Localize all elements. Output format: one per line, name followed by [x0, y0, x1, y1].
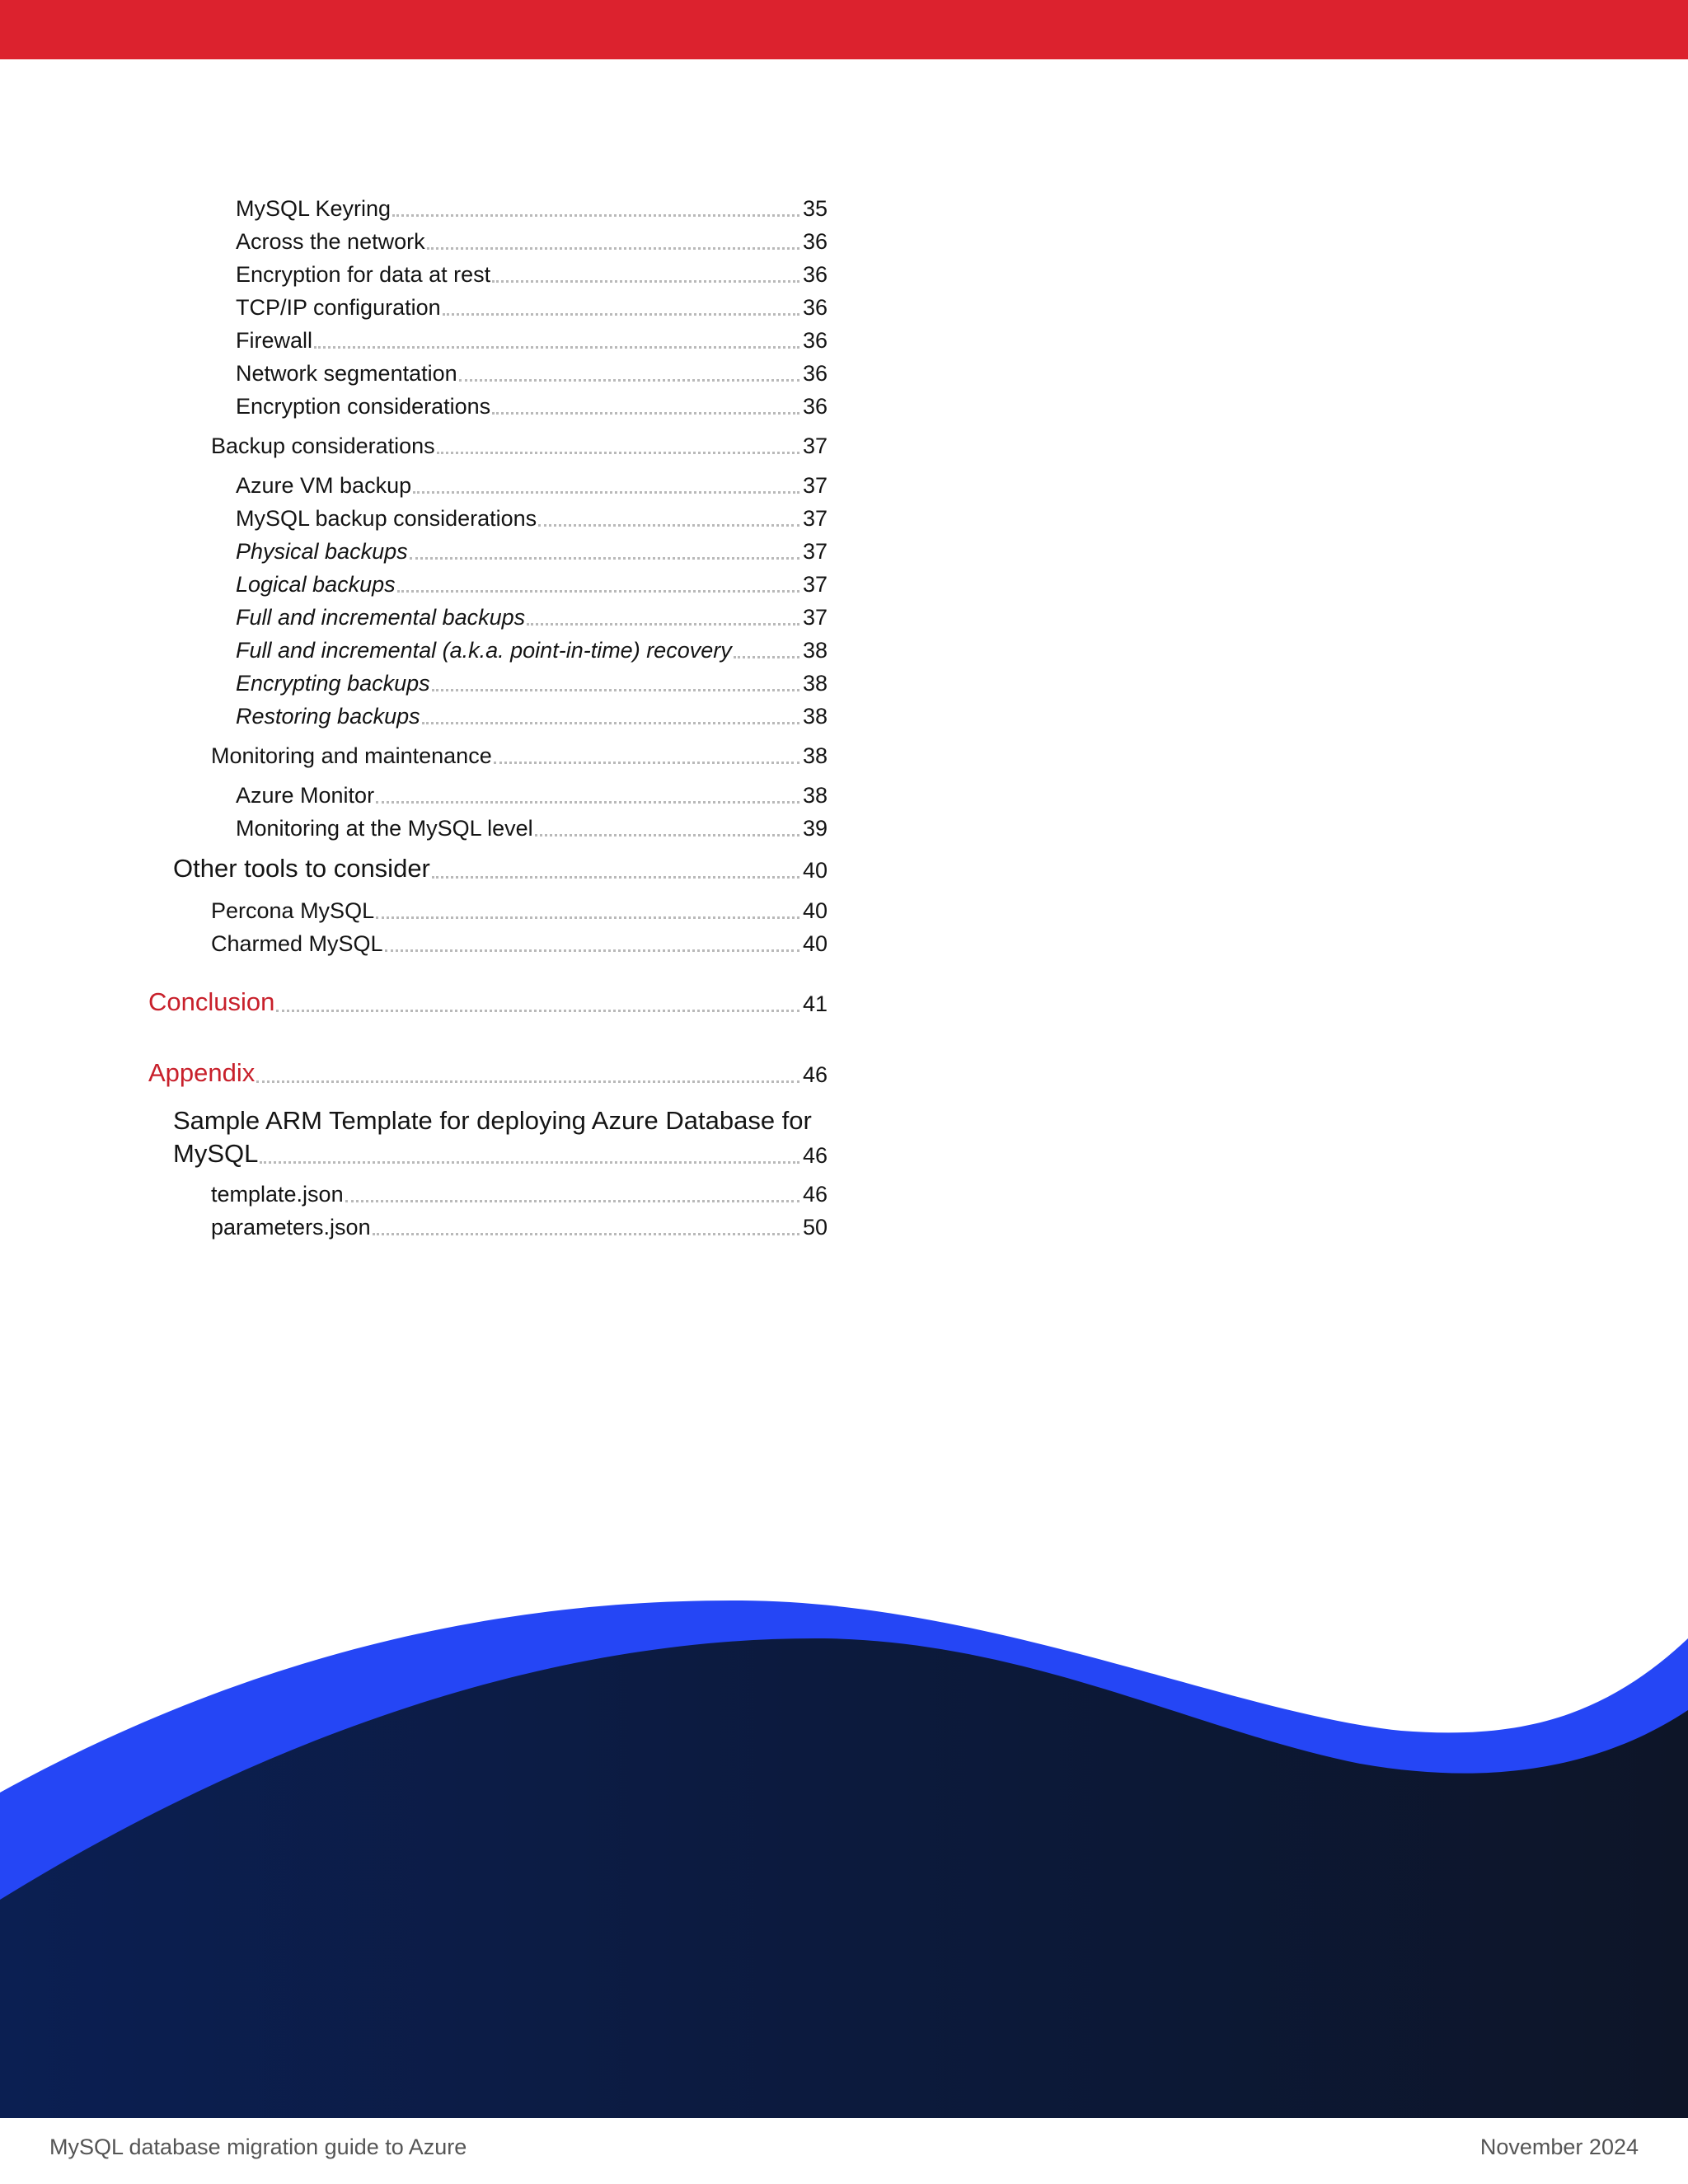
toc-entry-label: Restoring backups: [236, 704, 420, 729]
toc-page-number: 37: [802, 506, 828, 531]
toc-entry-label: Encrypting backups: [236, 671, 430, 696]
toc-entry-encryption-data-at-rest[interactable]: [236, 262, 828, 288]
toc-page-number: 38: [802, 783, 828, 808]
toc-entry-monitoring-mysql-level[interactable]: [236, 816, 828, 841]
toc-entry-label: Monitoring and maintenance: [211, 743, 492, 768]
toc-entry-label: MySQL Keyring: [236, 196, 392, 221]
toc-page-number: 40: [802, 858, 828, 883]
toc-entry-label: Full and incremental (a.k.a. point-in-time) recovery: [236, 638, 732, 663]
toc-entry-label: Encryption considerations: [236, 394, 491, 419]
toc-entry-label-line1: Sample ARM Template for deploying Azure Database for: [173, 1106, 812, 1135]
toc-entry-mysql-keyring[interactable]: [236, 196, 828, 222]
toc-entry-label: Backup considerations: [211, 434, 435, 458]
toc-page-number: 36: [802, 361, 828, 386]
toc-dot-leader: [427, 247, 799, 250]
toc-entry-label: Physical backups: [236, 539, 408, 564]
toc-page-number: 37: [802, 434, 828, 458]
toc-dot-leader: [527, 623, 799, 626]
toc-page-number: 37: [802, 605, 828, 630]
footer-date: November 2024: [1479, 2135, 1639, 2159]
toc-entry-label: Across the network: [236, 229, 425, 254]
toc-entry-other-tools[interactable]: [173, 854, 828, 883]
toc-page-number: 37: [802, 473, 828, 498]
toc-page-number: 38: [802, 743, 828, 768]
decorative-wave-graphic: [0, 1566, 1688, 2118]
toc-dot-leader: [410, 557, 799, 560]
toc-entry-parameters-json[interactable]: [211, 1215, 828, 1240]
page-footer: [0, 2118, 1688, 2184]
toc-dot-leader: [535, 834, 799, 837]
toc-dot-leader: [260, 1161, 799, 1164]
toc-page-number: 50: [802, 1215, 828, 1240]
toc-dot-leader: [422, 722, 799, 724]
toc-dot-leader: [413, 491, 799, 494]
footer-document-title: MySQL database migration guide to Azure: [49, 2135, 467, 2159]
toc-page-number: 40: [802, 898, 828, 923]
toc-page-number: 38: [802, 671, 828, 696]
toc-dot-leader: [443, 313, 799, 316]
toc-page-number: 46: [802, 1182, 828, 1207]
toc-entry-label: Full and incremental backups: [236, 605, 526, 630]
toc-entry-conclusion[interactable]: [148, 987, 828, 1017]
toc-entry-label-row2: [173, 1139, 828, 1169]
toc-entry-label-line2: MySQL: [173, 1139, 259, 1168]
toc-entry-label: parameters.json: [211, 1215, 371, 1240]
toc-entry-physical-backups[interactable]: [236, 539, 828, 565]
toc-entry-logical-backups[interactable]: [236, 572, 828, 598]
top-banner-bar: [0, 0, 1688, 59]
toc-dot-leader: [276, 1010, 799, 1012]
toc-entry-restoring-backups[interactable]: [236, 704, 828, 729]
toc-entry-tcpip-configuration[interactable]: [236, 295, 828, 321]
toc-entry-label: Encryption for data at rest: [236, 262, 491, 287]
toc-page-number: 46: [802, 1143, 828, 1168]
toc-entry-firewall[interactable]: [236, 328, 828, 354]
toc-page-number: 35: [802, 196, 828, 221]
toc-dot-leader: [734, 656, 799, 658]
toc-entry-encryption-considerations[interactable]: [236, 394, 828, 419]
toc-page-number: 40: [802, 931, 828, 956]
toc-page-number: 36: [802, 328, 828, 353]
toc-entry-label: Logical backups: [236, 572, 396, 597]
toc-entry-label: Network segmentation: [236, 361, 457, 386]
toc-entry-percona-mysql[interactable]: [211, 898, 828, 924]
toc-dot-leader: [494, 762, 799, 764]
toc-page-number: 36: [802, 295, 828, 320]
toc-entry-network-segmentation[interactable]: [236, 361, 828, 387]
toc-dot-leader: [432, 689, 799, 691]
toc-entry-label: Other tools to consider: [173, 854, 430, 883]
toc-page-number: 37: [802, 539, 828, 564]
toc-dot-leader: [376, 801, 799, 804]
toc-entry-label: Azure VM backup: [236, 473, 412, 498]
toc-entry-azure-monitor[interactable]: [236, 783, 828, 808]
toc-dot-leader: [373, 1233, 799, 1235]
toc-page-number: 36: [802, 229, 828, 254]
toc-page-number: 36: [802, 394, 828, 419]
toc-entry-backup-considerations[interactable]: [211, 434, 828, 459]
toc-dot-leader: [437, 452, 799, 454]
toc-dot-leader: [385, 949, 799, 952]
toc-entry-label: MySQL backup considerations: [236, 506, 537, 531]
toc-page-number: 38: [802, 704, 828, 729]
toc-page-number: 41: [802, 991, 828, 1016]
toc-entry-charmed-mysql[interactable]: [211, 931, 828, 957]
toc-dot-leader: [392, 214, 799, 217]
toc-dot-leader: [397, 590, 799, 593]
toc-dot-leader: [314, 346, 799, 349]
toc-entry-label: template.json: [211, 1182, 344, 1207]
toc-entry-label: Conclusion: [148, 987, 275, 1016]
toc-page-number: 46: [802, 1062, 828, 1087]
toc-entry-label: Charmed MySQL: [211, 931, 383, 956]
toc-entry-label: Azure Monitor: [236, 783, 375, 808]
toc-entry-label: Percona MySQL: [211, 898, 375, 923]
toc-entry-label: Firewall: [236, 328, 313, 353]
toc-entry-point-in-time-recovery[interactable]: [236, 638, 828, 663]
toc-entry-label: Appendix: [148, 1058, 256, 1087]
toc-entry-label: TCP/IP configuration: [236, 295, 441, 320]
toc-entry-monitoring-maintenance[interactable]: [211, 743, 828, 769]
toc-page-number: 36: [802, 262, 828, 287]
toc-entry-appendix[interactable]: [148, 1058, 828, 1088]
toc-page-number: 37: [802, 572, 828, 597]
toc-dot-leader: [256, 1080, 799, 1083]
toc-entry-full-incremental-backups[interactable]: [236, 605, 828, 630]
toc-page-number: 38: [802, 638, 828, 663]
toc-dot-leader: [538, 524, 799, 527]
toc-dot-leader: [459, 379, 799, 382]
toc-entry-encrypting-backups[interactable]: [236, 671, 828, 696]
toc-entry-label: Monitoring at the MySQL level: [236, 816, 533, 841]
toc-dot-leader: [432, 876, 799, 879]
toc-entry-mysql-backup-considerations[interactable]: [236, 506, 828, 532]
toc-dot-leader: [492, 412, 799, 415]
toc-entry-azure-vm-backup[interactable]: [236, 473, 828, 499]
toc-entry-across-the-network[interactable]: [236, 229, 828, 255]
toc-dot-leader: [345, 1200, 799, 1202]
toc-dot-leader: [492, 280, 799, 283]
toc-entry-template-json[interactable]: [211, 1182, 828, 1207]
toc-entry-sample-arm-template[interactable]: [173, 1106, 828, 1169]
toc-dot-leader: [376, 916, 799, 919]
toc-page-number: 39: [802, 816, 828, 841]
